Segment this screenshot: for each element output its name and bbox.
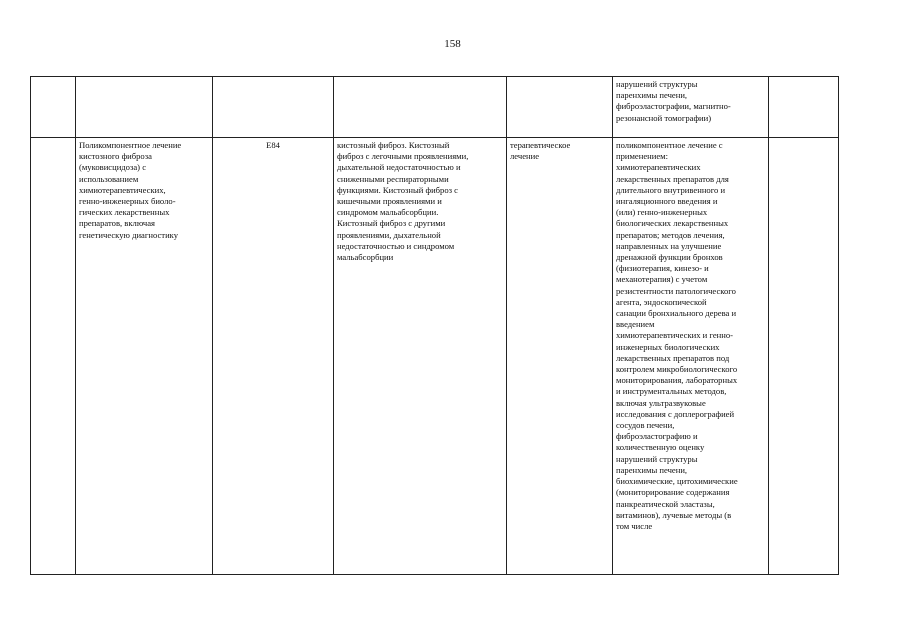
medical-care-table	[30, 76, 839, 575]
table-row-main	[31, 138, 839, 575]
cell-code: E84	[213, 138, 334, 575]
cell-cost	[769, 77, 839, 138]
cell-name: Поликомпонентное лечение кистозного фиброза (муковисцидоза) с использованием химиотерапевтических, генно-инженерных биоло- гических лекарственных препаратов, включая генетическую диагностику	[76, 138, 213, 575]
cell-model: кистозный фиброз. Кистозный фиброз с легочными проявлениями, дыхательной недостаточностью и сниженными респираторными функциями. Кистозный фиброз с кишечными проявлениями и синдромом мальабсорбции. Кистозный фиброз с другими проявлениями, дыхательной недостаточностью и синдромом мальабсорбции	[334, 138, 507, 575]
cell-cost	[769, 138, 839, 575]
page-number: 158	[444, 38, 461, 50]
cell-number	[31, 138, 76, 575]
cell-type: терапевтическое лечение	[507, 138, 613, 575]
table-row-continuation	[31, 77, 839, 138]
cell-method: поликомпонентное лечение с применением: химиотерапевтических лекарственных препаратов для длительного внутривенного и ингаляционного введения и (или) генно-инженерных биологических лекарственных препаратов; методов лечения, направленных на улучшение дренажной функции бронхов (физиотерапия, кинезо- и механотерапия) с учетом резистентности патологического агента, эндоскопической санации бронхиального дерева и введением химиотерапевтических и генно- инженерных биологических лекарственных препаратов под контролем микробиологического мониторирования, лабораторных и инструментальных методов, включая ультразвуковые исследования с доплерографией сосудов печени, фиброэластографию и количественную оценку нарушений структуры паренхимы печени, биохимические, цитохимические (мониторирование содержания панкреатической эластазы, витаминов), лучевые методы (в том числе	[613, 138, 769, 575]
cell-name	[76, 77, 213, 138]
cell-model	[334, 77, 507, 138]
cell-method: нарушений структуры паренхимы печени, фиброэластографии, магнитно- резонансной томографии)	[613, 77, 769, 138]
cell-number	[31, 77, 76, 138]
cell-type	[507, 77, 613, 138]
cell-code	[213, 77, 334, 138]
